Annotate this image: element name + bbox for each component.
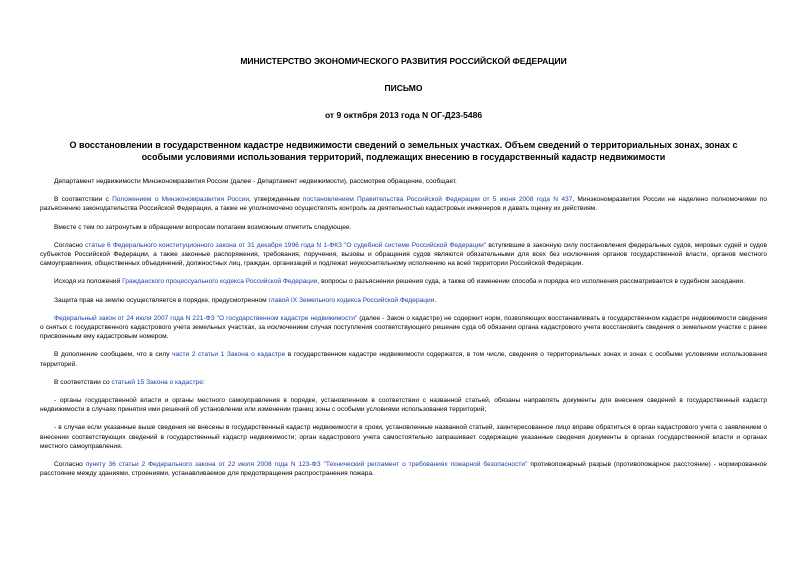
- paragraph-3: Вместе с тем по затронутым в обращении вопросам полагаем возможным отметить следующее.: [54, 223, 352, 231]
- link-land-code-chapter[interactable]: главой IX Земельного кодекса Российской Федерации: [268, 296, 435, 304]
- paragraph-12: Согласно пункту 36 статьи 2 Федерального закона от 22 июля 2008 года N 123-ФЗ "Технический регламент о требованиях пожарной безопасности" противопожарный разрыв (противопожарное расстояние) - нормированное расстояние между зданиями, строениями, устанавливаемое для предотвращения распространения пожара.: [40, 461, 767, 478]
- link-regulation[interactable]: Положением о Минэкономразвития России: [112, 196, 250, 204]
- ministry-heading: МИНИСТЕРСТВО ЭКОНОМИЧЕСКОГО РАЗВИТИЯ РОССИЙСКОЙ ФЕДЕРАЦИИ: [240, 56, 567, 66]
- paragraph-11: - в случае если указанные выше сведения не внесены в государственный кадастр недвижимости в сроки, установленные названной статьей, заинтересованное лицо вправе обратиться в орган кадастрового учета с заявлением о внесении соответствующих сведений в государственный кадастр недвижимости; орган кадастрового учета самостоятельно запрашивает содержащие указанные сведения документы в органах государственной власти и органах местного самоуправления.: [40, 424, 767, 450]
- link-government-decree[interactable]: постановлением Правительства Российской Федерации от 5 июня 2008 года N 437: [302, 196, 573, 204]
- date-number-heading: от 9 октября 2013 года N ОГ-Д23-5486: [324, 110, 483, 120]
- paragraph-2: В соответствии с Положением о Минэкономразвития России, утвержденным постановлением Правительства Российской Федерации от 5 июня 2008 года N 437, Минэкономразвития России не наделено полномочиями по разъяснению законодательства Российской Федерации, а также не уполномочено осуществлять контроль за деятельностью кадастровых инженеров и давать оценку их действиям.: [40, 196, 768, 213]
- link-cadastre-article-1[interactable]: части 2 статьи 1 Закона о кадастре: [172, 351, 286, 359]
- doc-type-heading: ПИСЬМО: [384, 83, 423, 93]
- paragraph-1: Департамент недвижимости Минэкономразвития России (далее - Департамент недвижимости), рассмотрев обращение, сообщает.: [54, 178, 457, 185]
- paragraph-7: Федеральный закон от 24 июля 2007 года N 221-ФЗ "О государственном кадастре недвижимости" (далее - Закон о кадастре) не содержит норм, позволяющих восстанавливать в государственном кадастре недвижимости сведения о снятых с государственного кадастрового учета земельных участках, за исключением случая поступления соответствующего решение суда об обязании органа кадастрового учета восстановить сведения о земельном участке с ранее присвоенным ему кадастровым номером.: [40, 314, 767, 341]
- document-title: О восстановлении в государственном кадастре недвижимости сведений о земельных участках. Объем сведений о территориальных зонах, зонах с особыми условиями использования территорий, подлежащих внесению в государственный кадастр недвижимости: [69, 140, 738, 162]
- paragraph-10: - органы государственной власти и органы местного самоуправления в порядке, установленном в соответствии с названной статьей, обязаны направлять документы для внесения сведений в государственный кадастр недвижимости в случаях принятия ими решений об установлении или изменении границ зоны с особыми условиями использования территорий;: [40, 397, 767, 414]
- paragraph-6: Защита прав на землю осуществляется в порядке, предусмотренном главой IX Земельного кодекса Российской Федерации.: [54, 296, 437, 304]
- paragraph-5: Исходя из положений Гражданского процессуального кодекса Российской Федерации, вопросы о разъяснении решения суда, а также об изменении способа и порядка его исполнения рассматривается в судебном заседании.: [54, 278, 745, 286]
- link-cadastre-article-15[interactable]: статьей 15 Закона о кадастре: [111, 378, 203, 386]
- paragraph-9: В соответствии со статьей 15 Закона о кадастре:: [54, 378, 205, 386]
- paragraph-8: В дополнение сообщаем, что в силу части 2 статьи 1 Закона о кадастре в государственном кадастре недвижимости содержатся, в том числе, сведения о территориальных зонах и зонах с особыми условиями использования территорий.: [40, 351, 767, 368]
- link-civil-procedure-code[interactable]: Гражданского процессуального кодекса Российской Федерации: [122, 278, 318, 286]
- link-fire-safety-law[interactable]: пункту 36 статьи 2 Федерального закона от 22 июля 2008 года N 123-ФЗ "Технический регламент о требованиях пожарной безопасности": [85, 461, 528, 469]
- paragraph-4: Согласно статье 6 Федерального конституционного закона от 31 декабря 1996 года N 1-ФКЗ "О судебной системе Российской Федерации" вступившие в законную силу постановления федеральных судов, мировых судей и судов субъектов Российской Федерации, а также законные распоряжения, требования, поручения, вызовы и обращения судов являются обязательными для всех без исключения органов государственной власти, органов местного самоуправления, общественных объединений, должностных лиц, граждан, организаций и подлежат неукоснительному исполнению на всей территории Российской Федерации.: [40, 241, 767, 268]
- link-cadastre-law[interactable]: Федеральный закон от 24 июля 2007 года N 221-ФЗ "О государственном кадастре недвижимости": [54, 314, 358, 322]
- link-constitutional-law[interactable]: статье 6 Федерального конституционного закона от 31 декабря 1996 года N 1-ФКЗ "О судебной системе Российской Федерации": [84, 241, 487, 249]
